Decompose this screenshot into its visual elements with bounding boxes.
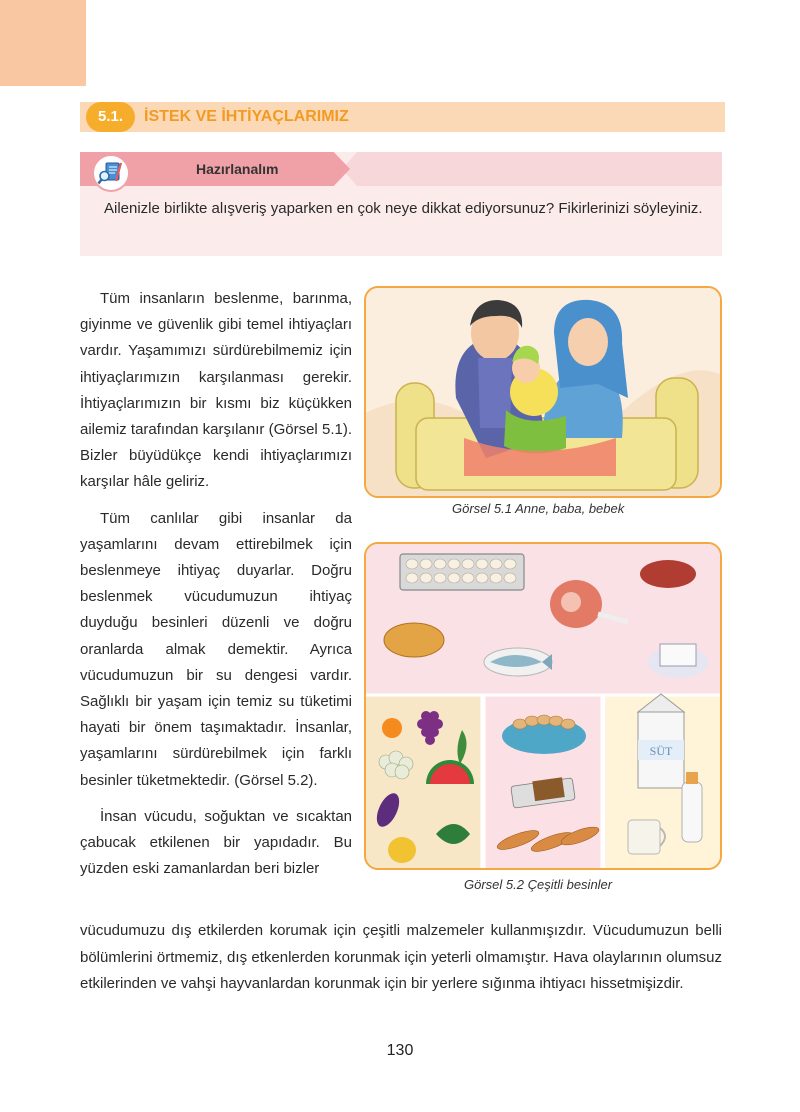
paragraph-shelter-start: İnsan vücudu, soğuktan ve sıcaktan çabucak etkilenen bir yapıdadır. Bu yüzden eski zamanlardan beri bizler	[80, 807, 352, 878]
figure-family	[364, 286, 722, 498]
section-title: İSTEK VE İHTİYAÇLARIMIZ	[144, 108, 349, 125]
foods-illustration	[366, 544, 720, 868]
page-number: 130	[386, 1042, 414, 1059]
figure-foods	[364, 542, 722, 870]
prep-question: Ailenizle birlikte alışveriş yaparken en çok neye dikkat ediyorsunuz? Fikirlerinizi söyleyiniz.	[104, 200, 703, 217]
caption-family: Görsel 5.1 Anne, baba, bebek	[452, 501, 625, 516]
paragraph-nutrition: Tüm canlılar gibi insanlar da yaşamlarını devam ettirebilmek için beslenmeye ihtiyaç duyarlar. Doğru beslenmek vücudumuzun ihtiyaç duyduğu besinleri düzenli ve doğru oranlarda almak demektir. Ayrıca vücudumuzun bir su dengesi vardır. Sağlıklı bir yaşam için temiz su tüketimi hayati bir önem taşımaktadır. İnsanlar, yaşamlarını sürdürebilmek için farklı besinler tüketmektedir. (Görsel 5.2).	[80, 509, 352, 789]
milk-carton-label: SÜT	[649, 744, 673, 758]
paragraph-needs: Tüm insanların beslenme, barınma, giyinme ve güvenlik gibi temel ihtiyaçları vardır. Yaşamımızı sürdürebilmemiz için ihtiyaçlarımızın karşılanması gerekir. İhtiyaçlarımızın bir kısmı biz küçükken ailemiz tarafından karşılanır (Görsel 5.1). Bizler büyüdükçe kendi ihtiyaçlarımızı karşılar hâle geliriz.	[80, 290, 352, 491]
body-column	[80, 286, 352, 882]
prep-box	[80, 152, 722, 256]
notebook-pen-magnifier-icon	[92, 154, 130, 192]
prep-title: Hazırlanalım	[196, 161, 279, 177]
family-illustration	[366, 288, 720, 496]
prep-ribbon	[342, 152, 722, 186]
prep-text	[80, 196, 722, 222]
section-header	[80, 102, 725, 132]
body-full-width	[80, 918, 722, 998]
paragraph-shelter-cont: vücudumuzu dış etkilerden korumak için çeşitli malzemeler kullanmışızdır. Vücudumuzun belli bölümlerini örtmemiz, dış etkenlerden korunmak için yeterli olmamıştır. Hava olaylarının olumsuz etkilerinden ve vahşi hayvanlardan korunmak için bir yerlere sığınma ihtiyacı hissetmişizdir.	[80, 922, 722, 992]
corner-color-block	[0, 0, 86, 86]
section-number: 5.1.	[86, 102, 135, 132]
caption-foods: Görsel 5.2 Çeşitli besinler	[464, 877, 613, 892]
